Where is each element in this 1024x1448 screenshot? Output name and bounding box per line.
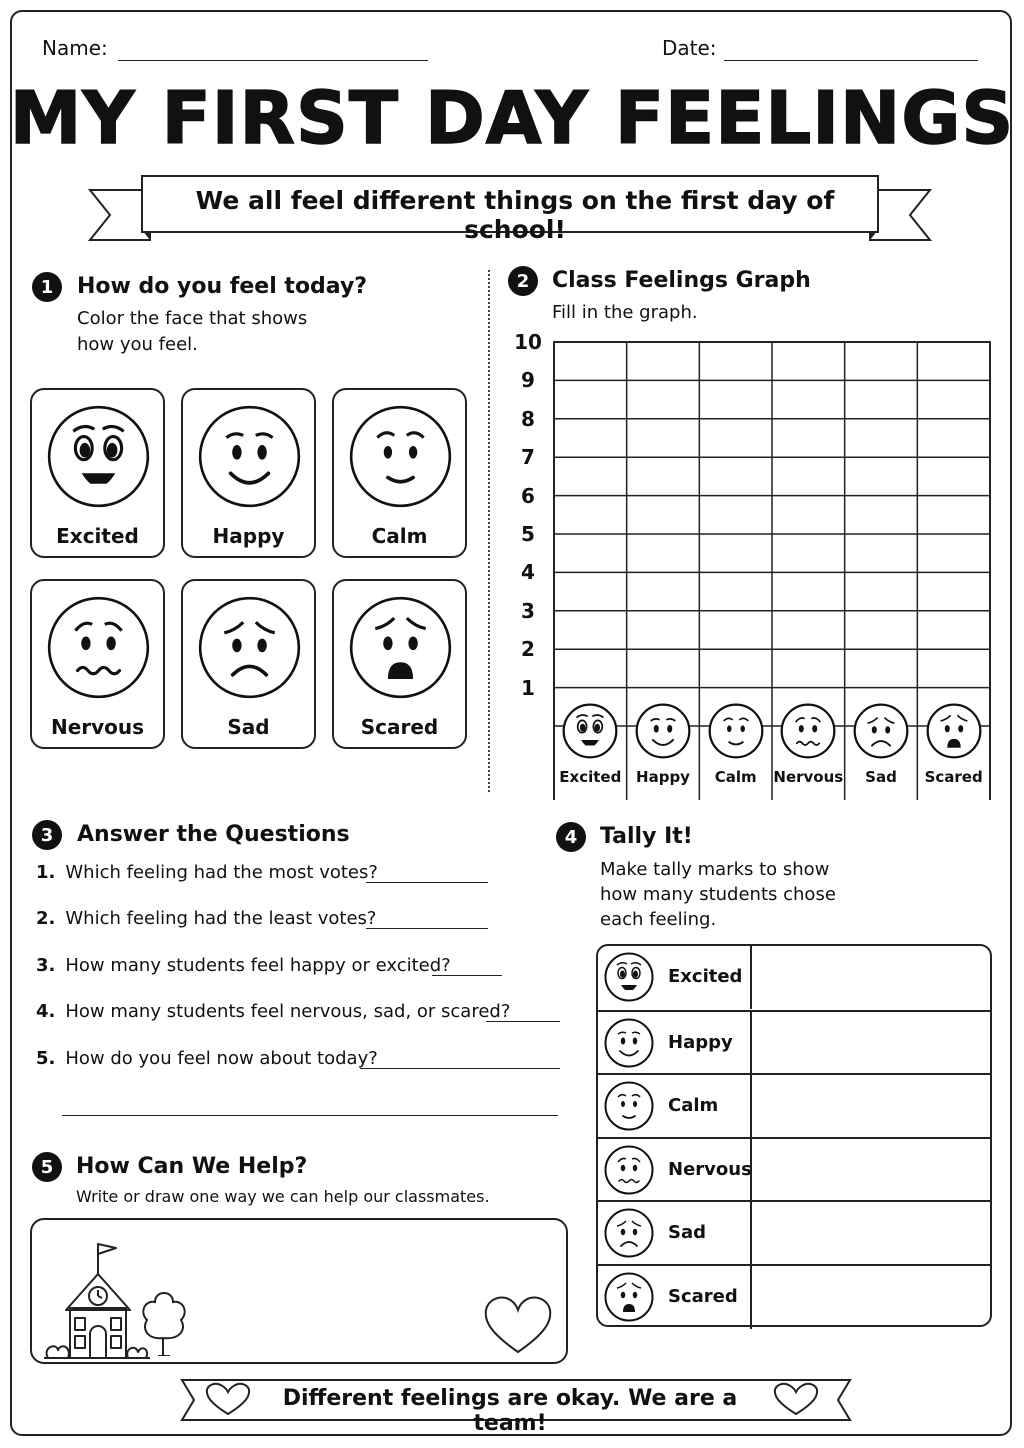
tally-cell[interactable] [750, 1139, 992, 1202]
face-card-excited[interactable] [30, 388, 165, 558]
tally-label: Happy [668, 1031, 733, 1053]
face-card-sad[interactable] [181, 579, 316, 749]
nervous-tally-icon [604, 1145, 654, 1195]
face-card-scared[interactable] [332, 579, 467, 749]
y-tick-label: 3 [521, 598, 535, 623]
name-field[interactable] [118, 60, 428, 61]
answer-5-line[interactable] [360, 1068, 560, 1069]
tree-icon [138, 1276, 188, 1356]
face-label: Happy [212, 524, 285, 548]
excited-face-icon [46, 404, 151, 509]
calm-tally-icon [604, 1081, 654, 1131]
x-category-label: Happy [636, 768, 690, 786]
face-label: Nervous [50, 715, 145, 739]
question-1: 1. Which feeling had the most votes? [36, 862, 378, 883]
happy-face-icon [197, 404, 302, 509]
question-3: 3. How many students feel happy or excited? [36, 955, 451, 976]
tally-label: Excited [668, 966, 743, 987]
tally-row-scared [598, 1264, 990, 1329]
excited-graph-icon [562, 703, 618, 763]
answer-2-line[interactable] [366, 928, 488, 929]
section-2-title: Class Feelings Graph [552, 268, 811, 293]
x-category-label: Nervous [773, 768, 844, 786]
scared-face-icon [348, 595, 453, 700]
happy-tally-icon [604, 1018, 654, 1068]
section-4-number: 4 [556, 822, 586, 852]
happy-graph-icon [635, 703, 691, 763]
tally-row-nervous [598, 1137, 990, 1202]
section-1-line2: how you feel. [77, 334, 198, 355]
section-1-title: How do you feel today? [77, 274, 368, 299]
question-4: 4. How many students feel nervous, sad, or scared? [36, 1001, 511, 1022]
heart-icon [482, 1294, 554, 1358]
face-card-nervous[interactable] [30, 579, 165, 749]
tally-table [596, 944, 992, 1327]
tally-row-calm [598, 1073, 990, 1138]
tally-row-excited [598, 946, 990, 1009]
section-4-title: Tally It! [600, 824, 693, 849]
calm-graph-icon [708, 703, 764, 763]
face-label: Excited [56, 524, 139, 548]
x-category-label: Calm [714, 768, 757, 786]
section-5-text: Write or draw one way we can help our classmates. [76, 1187, 490, 1206]
nervous-graph-icon [780, 703, 836, 763]
y-tick-label: 4 [521, 560, 535, 585]
section-2-subtitle: Fill in the graph. [552, 302, 698, 323]
section-1-number: 1 [32, 272, 62, 302]
section-divider [488, 270, 490, 792]
date-field[interactable] [724, 60, 978, 61]
x-category-label: Excited [559, 768, 622, 786]
face-label: Scared [360, 715, 439, 739]
section-4-line3: each feeling. [600, 909, 717, 930]
tally-cell[interactable] [750, 946, 992, 1009]
date-label: Date: [662, 36, 717, 60]
tally-label: Scared [668, 1285, 738, 1307]
face-label: Sad [227, 715, 270, 739]
answer-1-line[interactable] [366, 882, 488, 883]
section-5-title: How Can We Help? [76, 1154, 308, 1179]
tally-row-happy [598, 1010, 990, 1075]
nervous-face-icon [46, 595, 151, 700]
tally-cell[interactable] [750, 1266, 992, 1329]
tally-cell[interactable] [750, 1202, 992, 1265]
section-5-number: 5 [32, 1152, 62, 1182]
question-5: 5. How do you feel now about today? [36, 1048, 378, 1069]
y-tick-label: 2 [521, 637, 535, 662]
y-tick-label: 5 [521, 522, 535, 546]
section-2-number: 2 [508, 266, 538, 296]
tally-label: Nervous [668, 1158, 752, 1180]
tally-label: Sad [668, 1222, 706, 1243]
tally-row-sad [598, 1200, 990, 1265]
excited-tally-icon [604, 952, 654, 1002]
answer-5-extra-line[interactable] [62, 1115, 558, 1116]
tally-cell[interactable] [750, 1012, 992, 1075]
scared-graph-icon [926, 703, 982, 763]
scared-tally-icon [604, 1272, 654, 1322]
name-label: Name: [42, 36, 108, 60]
page-title: MY FIRST DAY FEELINGS [9, 76, 1015, 160]
calm-face-icon [348, 404, 453, 509]
x-category-label: Sad [865, 768, 897, 786]
x-category-label: Scared [924, 768, 983, 786]
y-tick-label: 1 [521, 675, 535, 700]
sad-graph-icon [853, 703, 909, 763]
answer-3-line[interactable] [432, 975, 502, 976]
tally-cell[interactable] [750, 1075, 992, 1138]
question-2: 2. Which feeling had the least votes? [36, 908, 377, 929]
y-tick-label: 7 [521, 445, 535, 470]
section-1-line1: Color the face that shows [77, 308, 308, 329]
face-card-happy[interactable] [181, 388, 316, 558]
face-card-calm[interactable] [332, 388, 467, 558]
section-4-line2: how many students chose [600, 884, 836, 905]
banner-text: We all feel different things on the first day of school! [195, 186, 835, 244]
answer-4-line[interactable] [486, 1021, 560, 1022]
section-3-number: 3 [32, 820, 62, 850]
sad-face-icon [197, 595, 302, 700]
y-tick-label: 8 [521, 406, 535, 431]
section-4-line1: Make tally marks to show [600, 859, 830, 880]
tally-label: Calm [668, 1095, 719, 1116]
y-tick-label: 10 [514, 330, 542, 354]
help-drawing-box[interactable] [30, 1218, 568, 1364]
y-tick-label: 6 [521, 483, 535, 508]
sad-tally-icon [604, 1208, 654, 1258]
section-3-title: Answer the Questions [77, 822, 350, 847]
footer-text: Different feelings are okay. We are a team! [282, 1386, 738, 1436]
y-tick-label: 9 [521, 368, 535, 393]
face-label: Calm [371, 524, 428, 548]
